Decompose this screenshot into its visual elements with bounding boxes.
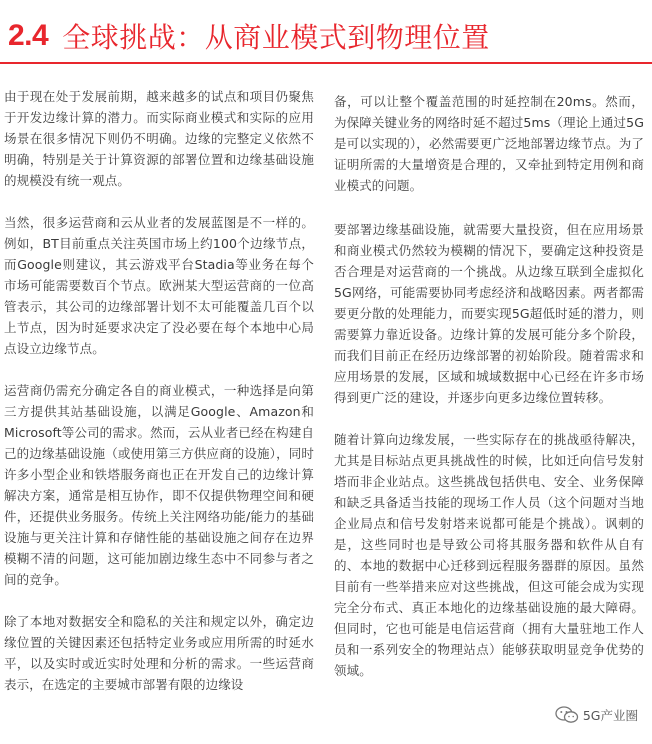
section-number: 2.4 [8,19,49,52]
header-divider [0,62,652,64]
left-paragraph-4: 除了本地对数据安全和隐私的关注和规定以外，确定边缘位置的关键因素还包括特定业务或应用所需的时延水平，以及实时或近实时处理和分析的需求。一些运营商表示，在选定的主要城市部署有限的边缘设 [4,614,314,692]
left-paragraph-3: 运营商仍需充分确定各自的商业模式，一种选择是向第三方提供其站基础设施，以满足Google、Amazon和Microsoft等公司的需求。然而，云从业者已经在构建自己的边缘基础设施（或使用第三方供应商的设施），同时许多小型企业和铁塔服务商也正在开发自己的边缘计算解决方案，通常是相互协作，即不仅提供物理空间和硬件，还提供业务服务。传统上关注网络功能/能力的基础设施与更关注计算和存储性能的基础设施之间存在边界模糊不清的问题，这可能加剧边缘生态中不同参与者之间的竞争。 [4,383,314,587]
left-column [4,86,314,716]
watermark [555,706,638,724]
section-header [8,16,490,56]
wechat-icon [555,706,579,724]
left-paragraph-2: 当然，很多运营商和云从业者的发展蓝图是不一样的。例如，BT目前重点关注英国市场上约100个边缘节点，而Google则建议，其云游戏平台Stadia等业务在每个市场可能需要数百个节点。欧洲某大型运营商的一位高管表示，其公司的边缘部署计划不太可能覆盖几百个以上节点，因为时延要求决定了没必要在每个本地中心局点设立边缘节点。 [4,215,314,356]
watermark-text: 5G产业圈 [582,708,638,723]
right-paragraph-2: 要部署边缘基础设施，就需要大量投资，但在应用场景和商业模式仍然较为模糊的情况下，要确定这种投资是否合理是对运营商的一个挑战。从边缘互联到全虚拟化5G网络，可能需要协同考虑经济和战略因素。两者都需要更分散的处理能力，而要实现5G超低时延的潜力，则需要算力靠近设备。边缘计算的发展可能分多个阶段，而我们目前正在经历边缘部署的初始阶段。随着需求和应用场景的发展，区域和城域数据中心已经在许多市场得到更广泛的建设，并逐步向更多边缘位置转移。 [334,222,644,405]
left-paragraph-1: 由于现在处于发展前期，越来越多的试点和项目仍聚焦于开发边缘计算的潜力。而实际商业模式和实际的应用场景在很多情况下则仍不明确。边缘的完整定义依然不明确，特别是关于计算资源的部署位置和边缘基础设施的规模没有统一观点。 [4,89,314,188]
right-paragraph-1: 备，可以让整个覆盖范围的时延控制在20ms。然而，为保障关键业务的网络时延不超过5ms（理论上通过5G是可以实现的），必然需要更广泛地部署边缘节点。为了证明所需的大量增资是合理的，又牵扯到特定用例和商业模式的问题。 [334,94,644,193]
right-column [334,91,644,702]
section-title: 全球挑战：从商业模式到物理位置 [62,21,490,54]
right-paragraph-3: 随着计算向边缘发展，一些实际存在的挑战亟待解决，尤其是目标站点更具挑战性的时候，比如迁向信号发射塔而非企业站点。这些挑战包括供电、安全、业务保障和缺乏具备适当技能的现场工作人员（这个问题对当地企业局点和信号发射塔来说都可能是个挑战）。讽刺的是，这些同时也是导致公司将其服务器和软件从自有的、本地的数据中心迁移到远程服务器群的原因。虽然目前有一些举措来应对这些挑战，但这可能会成为实现完全分布式、真正本地化的边缘基础设施的最大障碍。但同时，它也可能是电信运营商（拥有大量驻地工作人员和一系列安全的物理站点）能够获取明显竞争优势的领域。 [334,432,644,678]
